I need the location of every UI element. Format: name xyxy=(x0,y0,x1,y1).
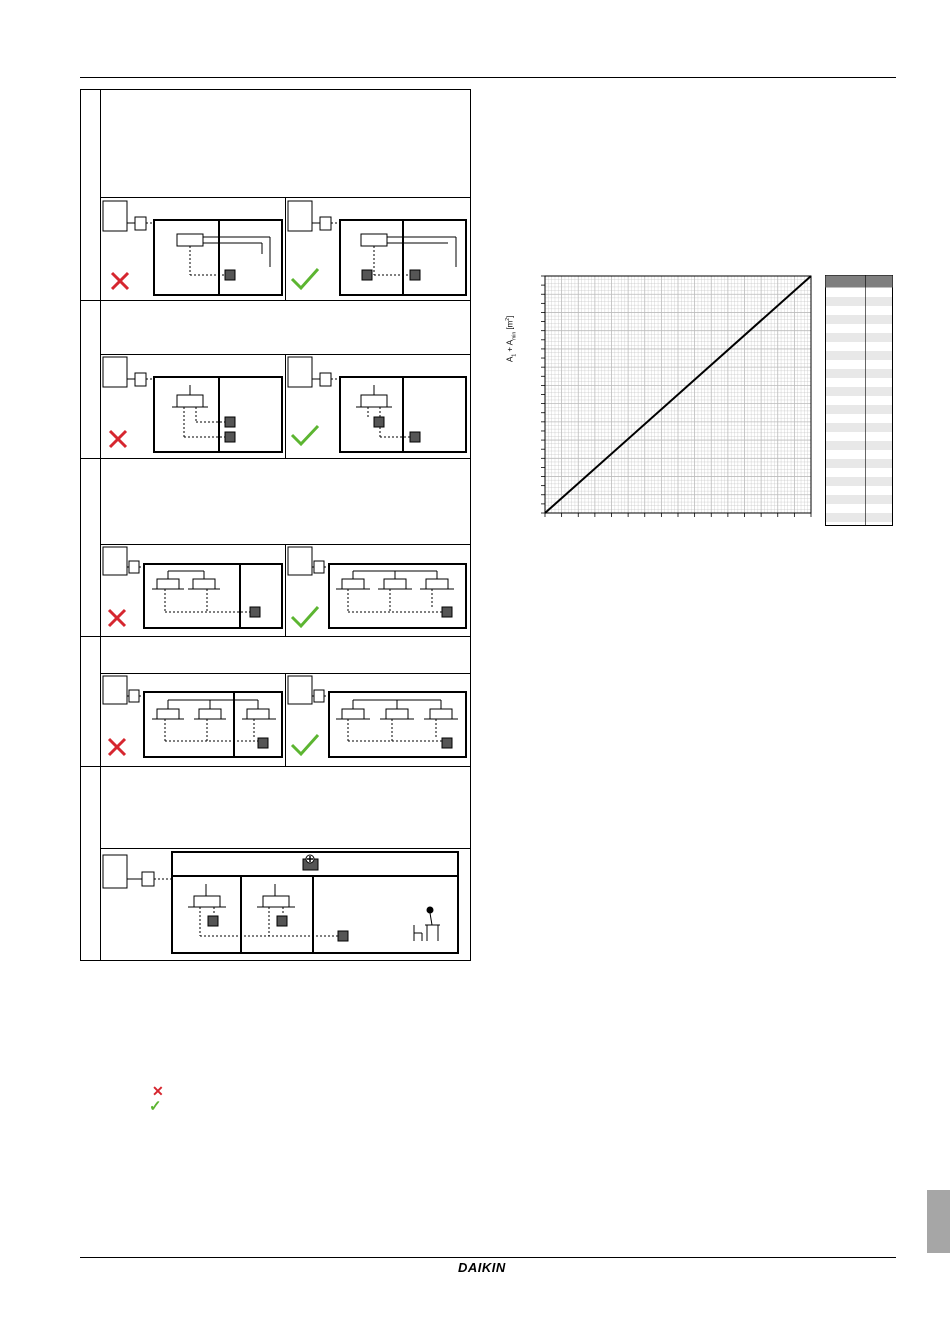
table-row xyxy=(826,351,892,360)
table-row xyxy=(826,315,892,324)
table-row xyxy=(826,405,892,414)
hospital-icon xyxy=(303,855,318,870)
y-axis-label: $A_1 + A_{min}$ $[m^2]$ xyxy=(505,315,518,362)
green-check-icon: ✓ xyxy=(149,1098,162,1115)
footer-rule xyxy=(80,1257,896,1258)
installation-diagrams-table xyxy=(80,89,471,961)
table-frame xyxy=(826,276,893,526)
table-row xyxy=(826,423,892,432)
table-row xyxy=(826,369,892,378)
red-cross-icon: ✕ xyxy=(152,1083,164,1099)
table-row xyxy=(826,459,892,468)
logo-text: DAIKIN xyxy=(458,1260,506,1275)
area-chart xyxy=(505,270,817,520)
legend xyxy=(149,1083,164,1115)
daikin-logo xyxy=(458,1259,522,1277)
table-row xyxy=(826,333,892,342)
check-icon xyxy=(292,269,318,288)
table-row xyxy=(826,513,892,522)
table-row xyxy=(826,297,892,306)
table-row xyxy=(826,495,892,504)
header-rule xyxy=(80,77,896,78)
section-tab xyxy=(927,1190,950,1253)
cross-icon xyxy=(112,273,128,289)
side-table xyxy=(825,275,893,526)
table-row xyxy=(826,387,892,396)
table-row xyxy=(826,441,892,450)
table-row xyxy=(826,477,892,486)
table-header xyxy=(826,276,893,288)
